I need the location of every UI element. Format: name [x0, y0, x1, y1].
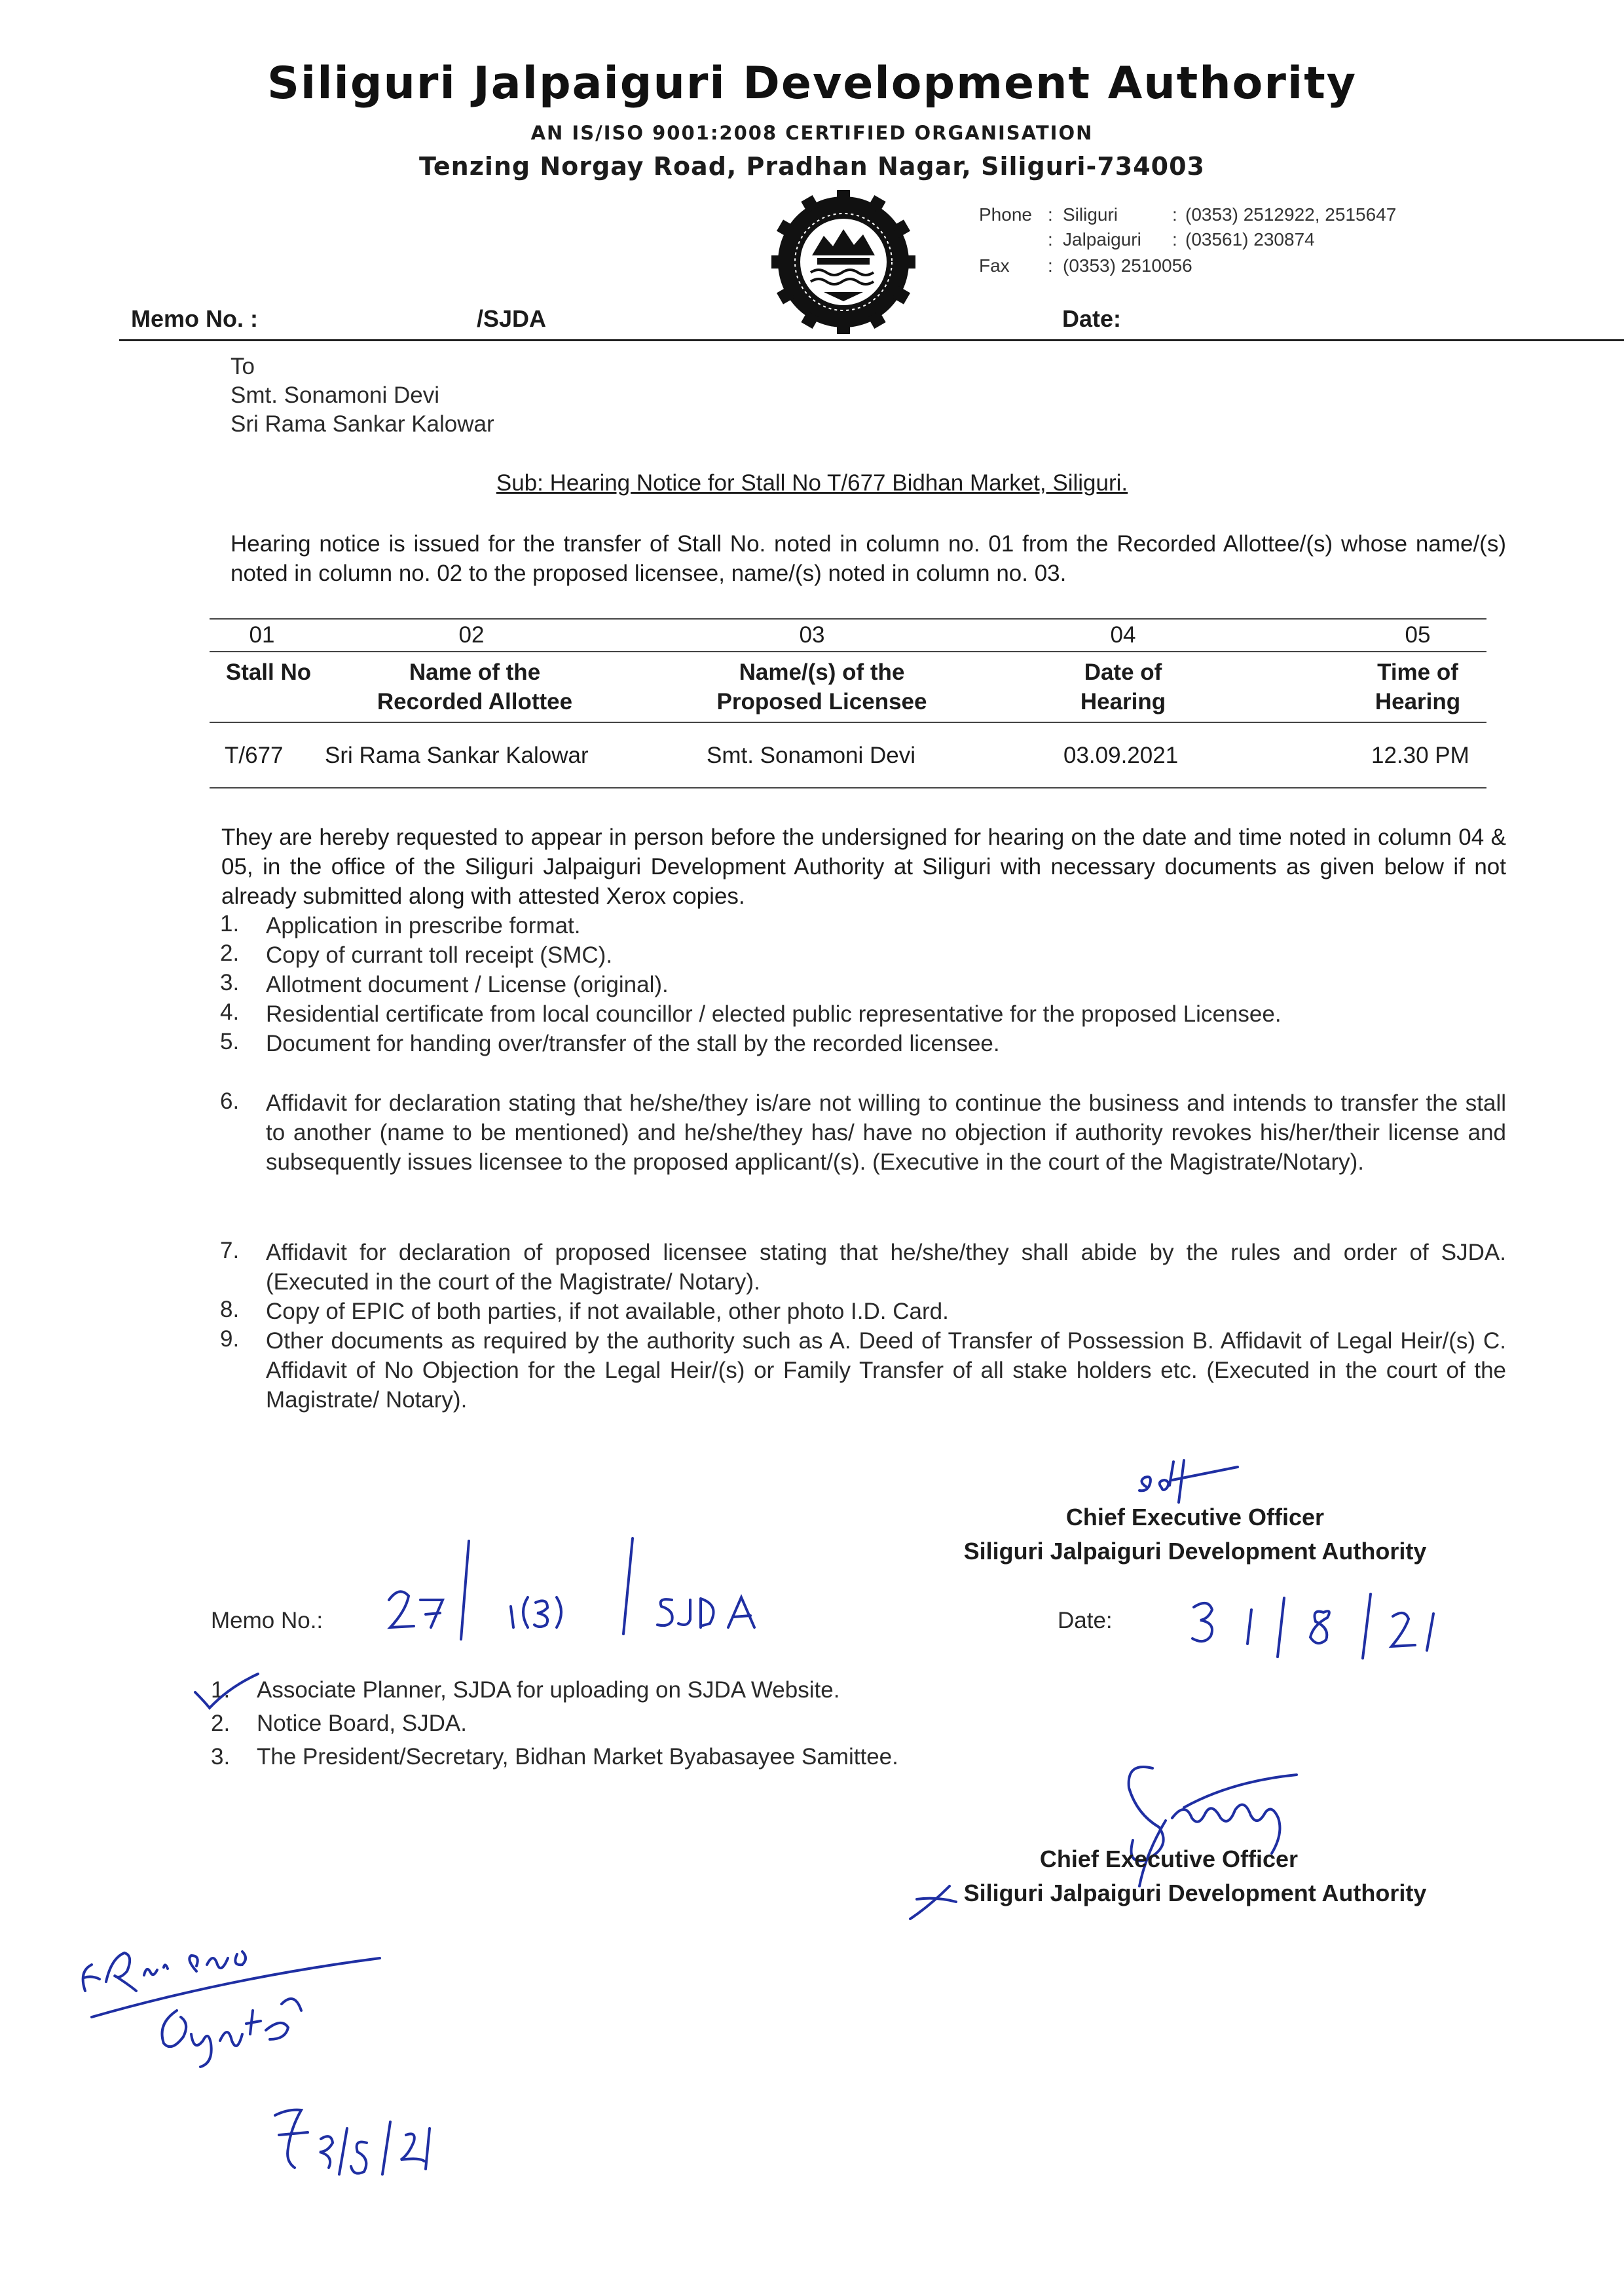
- header-time-of-hearing: [1329, 658, 1506, 716]
- date-label: Date:: [1062, 305, 1122, 332]
- list-item-number: 1.: [211, 1677, 231, 1703]
- column-number: 04: [1110, 622, 1136, 648]
- list-item: Copy of currant toll receipt (SMC).: [266, 942, 613, 968]
- signatory-title: Chief Executive Officer: [1065, 1504, 1325, 1530]
- org-name: Siliguri Jalpaiguri Development Authority: [267, 58, 1357, 109]
- header-text: Date of: [1084, 659, 1162, 685]
- list-item: Residential certificate from local councillor / elected public representative for the proposed Licensee.: [266, 1001, 1282, 1027]
- column-number: 03: [799, 622, 825, 648]
- list-item: Associate Planner, SJDA for uploading on SJDA Website.: [257, 1677, 840, 1703]
- header-text: Time of: [1377, 659, 1458, 685]
- memo-no-suffix: /SJDA: [477, 305, 547, 332]
- phone-city-jalpaiguri: Jalpaiguri: [1063, 229, 1141, 250]
- colon-separator: :: [1048, 255, 1053, 276]
- phone-numbers-jalpaiguri: (03561) 230874: [1185, 229, 1315, 250]
- list-item: Other documents as required by the authority such as A. Deed of Transfer of Possession B. Affidavit of Legal Heir/(s) C. Affidavit of No Objection for the Legal Heir/(s) or Family Transfer of all stake holders etc. (Executed in the court of the Magistrate/ Notary).: [266, 1328, 1506, 1413]
- header-text: Recorded Allottee: [377, 689, 573, 714]
- cell-stall-no: T/677: [225, 743, 284, 768]
- addressee-line: Sri Rama Sankar Kalowar: [231, 411, 494, 437]
- list-item: Notice Board, SJDA.: [257, 1711, 467, 1736]
- phone-label: Phone: [979, 204, 1032, 225]
- header-divider: [119, 339, 1624, 341]
- header-text: Proposed Licensee: [716, 689, 927, 714]
- memo-no-label: Memo No. :: [131, 305, 258, 332]
- list-item-number: 1.: [220, 911, 240, 937]
- list-item: Allotment document / License (original).: [266, 972, 669, 997]
- list-item: Affidavit for declaration stating that he/she/they is/are not willing to continue the business and intends to transfer the stall to another (name to be mentioned) and he/she/they has/ have no objection if authority revokes his/her/their license and subsequently issues licensee to the proposed applicant/(s). (Executive in the court of the Magistrate/Notary).: [266, 1090, 1506, 1175]
- list-item-number: 7.: [220, 1238, 240, 1263]
- list-item: Copy of EPIC of both parties, if not available, other photo I.D. Card.: [266, 1299, 949, 1324]
- colon-separator: :: [1172, 229, 1177, 250]
- list-item: Application in prescribe format.: [266, 913, 581, 938]
- header-text: Stall No: [225, 659, 312, 685]
- org-address: Tenzing Norgay Road, Pradhan Nagar, Siliguri-734003: [419, 152, 1205, 181]
- certification-line: AN IS/ISO 9001:2008 CERTIFIED ORGANISATION: [530, 122, 1094, 144]
- instructions-paragraph: They are hereby requested to appear in person before the undersigned for hearing on the date and time noted in column 04 & 05, in the office of the Siliguri Jalpaiguri Development Authority at Siliguri with necessary documents as given below if not already submitted along with attested Xerox copies.: [221, 825, 1506, 909]
- header-proposed-licensee: [674, 658, 969, 716]
- list-item: The President/Secretary, Bidhan Market Byabasayee Samittee.: [257, 1744, 898, 1770]
- header-text: Name of the: [409, 659, 541, 685]
- table-rule: [210, 787, 1486, 788]
- to-label: To: [231, 354, 255, 379]
- column-number: 05: [1405, 622, 1431, 648]
- list-item-number: 8.: [220, 1297, 240, 1322]
- handwritten-sd-signature: [1133, 1455, 1244, 1508]
- colon-separator: :: [1048, 204, 1053, 225]
- header-stall-no: [210, 658, 327, 687]
- list-item: Document for handing over/transfer of the stall by the recorded licensee.: [266, 1031, 1000, 1056]
- header-date-of-hearing: [1035, 658, 1211, 716]
- list-item-number: 3.: [211, 1744, 231, 1770]
- signatory-org: Siliguri Jalpaiguri Development Authority: [963, 1880, 1427, 1906]
- handwritten-tick-mark: [190, 1669, 262, 1715]
- table-rule: [210, 651, 1486, 652]
- list-item-number: 5.: [220, 1029, 240, 1054]
- list-item-number: 2.: [211, 1711, 231, 1736]
- subject-line: Sub: Hearing Notice for Stall No T/677 Bidhan Market, Siliguri.: [496, 470, 1128, 496]
- list-item-number: 3.: [220, 970, 240, 995]
- list-item-number: 9.: [220, 1326, 240, 1352]
- table-rule: [210, 722, 1486, 723]
- cell-hearing-time: 12.30 PM: [1371, 743, 1469, 768]
- header-text: Hearing: [1375, 689, 1461, 714]
- handwritten-initial-mark: [904, 1873, 963, 1932]
- list-item-number: 2.: [220, 940, 240, 966]
- addressee-line: Smt. Sonamoni Devi: [231, 382, 440, 408]
- memo-date-label: Date:: [1058, 1608, 1113, 1633]
- sjda-logo-seal: [771, 190, 915, 334]
- phone-city-siliguri: Siliguri: [1063, 204, 1118, 225]
- fax-number: (0353) 2510056: [1063, 255, 1192, 276]
- signatory-title: Chief Executive Officer: [1039, 1845, 1299, 1872]
- column-number: 02: [458, 622, 485, 648]
- signatory-org: Siliguri Jalpaiguri Development Authority: [963, 1538, 1427, 1565]
- table-rule: [210, 618, 1486, 620]
- cell-hearing-date: 03.09.2021: [1063, 743, 1179, 768]
- colon-separator: :: [1048, 229, 1053, 250]
- list-item-number: 4.: [220, 999, 240, 1025]
- list-item-number: 6.: [220, 1088, 240, 1114]
- phone-numbers-siliguri: (0353) 2512922, 2515647: [1185, 204, 1397, 225]
- header-recorded-allottee: [327, 658, 622, 716]
- handwritten-memo-number: [380, 1529, 799, 1641]
- memo-no-label: Memo No.:: [211, 1608, 323, 1633]
- colon-separator: :: [1172, 204, 1177, 225]
- cell-allottee: Sri Rama Sankar Kalowar: [325, 743, 589, 768]
- header-text: Name/(s) of the: [739, 659, 905, 685]
- cell-licensee: Smt. Sonamoni Devi: [707, 743, 916, 768]
- handwritten-memo-date: [1182, 1585, 1457, 1663]
- handwritten-receipt-note: [65, 1912, 458, 2200]
- list-item: Affidavit for declaration of proposed licensee stating that he/she/they shall abide by the rules and order of SJDA. (Executed in the court of the Magistrate/ Notary).: [266, 1240, 1506, 1295]
- header-text: Hearing: [1080, 689, 1166, 714]
- intro-paragraph: Hearing notice is issued for the transfer of Stall No. noted in column no. 01 from the Recorded Allottee/(s) whose name/(s) noted in column no. 02 to the proposed licensee, name/(s) noted in column no. 03.: [231, 531, 1506, 586]
- fax-label: Fax: [979, 255, 1010, 276]
- column-number: 01: [249, 622, 275, 648]
